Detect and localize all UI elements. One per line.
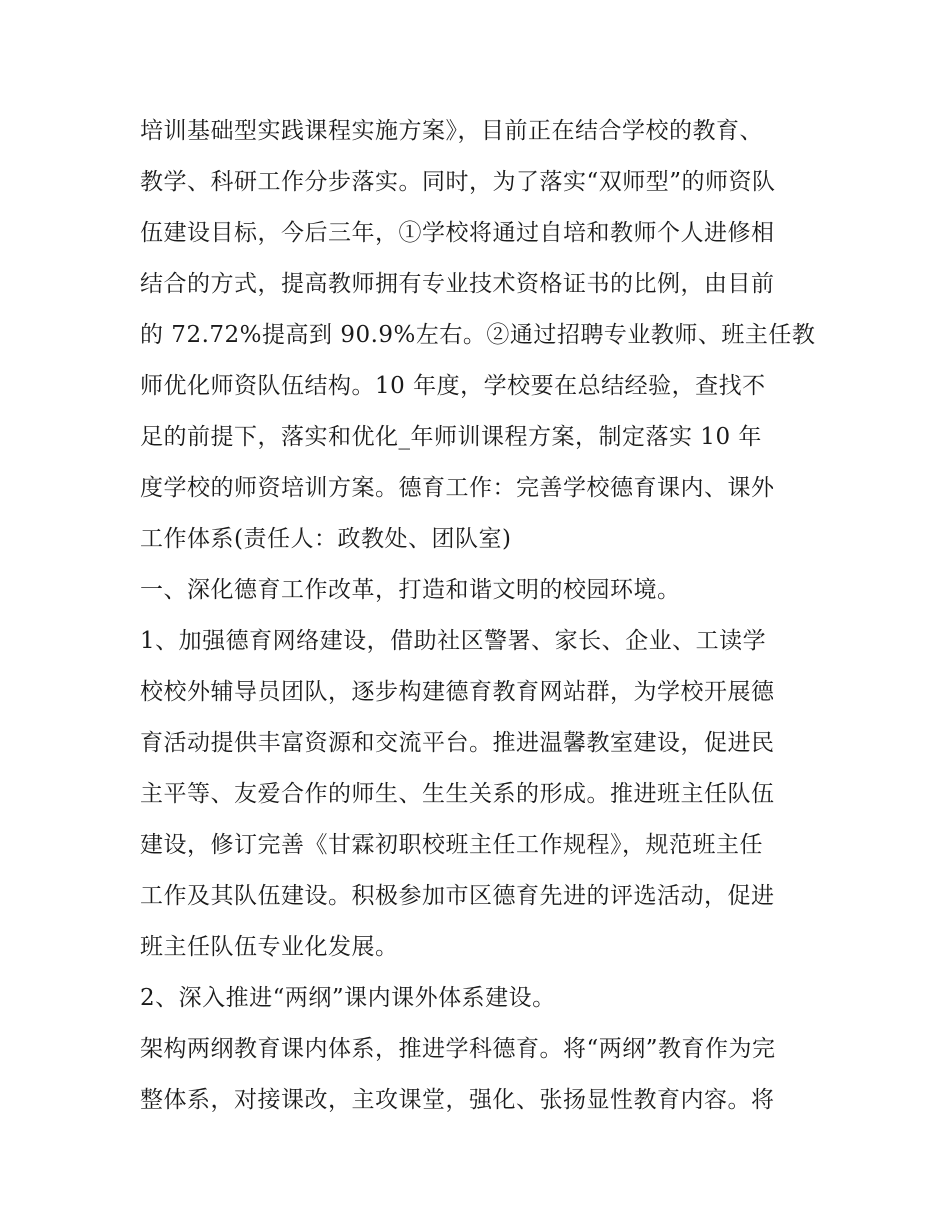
text-line: 教学、科研工作分步落实。同时，为了落实“双师型”的师资队 bbox=[140, 169, 776, 195]
text-line: 的 72.72%提高到 90.9%左右。②通过招聘专业教师、班主任教 bbox=[140, 322, 816, 348]
text-line: 2、深入推进“两纲”课内课外体系建设。 bbox=[140, 985, 556, 1011]
text-line: 培训基础型实践课程实施方案》，目前正在结合学校的教育、 bbox=[140, 118, 763, 144]
text-line: 班主任队伍专业化发展。 bbox=[140, 934, 399, 960]
text-line: 结合的方式，提高教师拥有专业技术资格证书的比例，由目前 bbox=[140, 271, 775, 297]
text-line: 伍建设目标，今后三年，①学校将通过自培和教师个人进修相 bbox=[140, 220, 775, 246]
text-line: 架构两纲教育课内体系，推进学科德育。将“两纲”教育作为完 bbox=[140, 1036, 776, 1062]
section-heading: 一、深化德育工作改革，打造和谐文明的校园环境。 bbox=[140, 577, 681, 603]
text-line: 度学校的师资培训方案。德育工作：完善学校德育课内、课外 bbox=[140, 475, 775, 501]
text-line: 主平等、友爱合作的师生、生生关系的形成。推进班主任队伍 bbox=[140, 781, 775, 807]
text-line: 建设，修订完善《甘霖初职校班主任工作规程》，规范班主任 bbox=[140, 832, 763, 858]
document-body bbox=[140, 106, 830, 1126]
text-line: 育活动提供丰富资源和交流平台。推进温馨教室建设，促进民 bbox=[140, 730, 775, 756]
text-line: 校校外辅导员团队，逐步构建德育教育网站群，为学校开展德 bbox=[140, 679, 775, 705]
text-line: 师优化师资队伍结构。10 年度，学校要在总结经验，查找不 bbox=[140, 373, 766, 399]
text-line: 工作体系(责任人：政教处、团队室) bbox=[140, 526, 512, 552]
text-line: 工作及其队伍建设。积极参加市区德育先进的评选活动，促进 bbox=[140, 883, 775, 909]
text-line: 整体系，对接课改，主攻课堂，强化、张扬显性教育内容。将 bbox=[140, 1087, 775, 1113]
text-line: 足的前提下，落实和优化_年师训课程方案，制定落实 10 年 bbox=[140, 424, 762, 450]
text-line: 1、加强德育网络建设，借助社区警署、家长、企业、工读学 bbox=[140, 628, 767, 654]
